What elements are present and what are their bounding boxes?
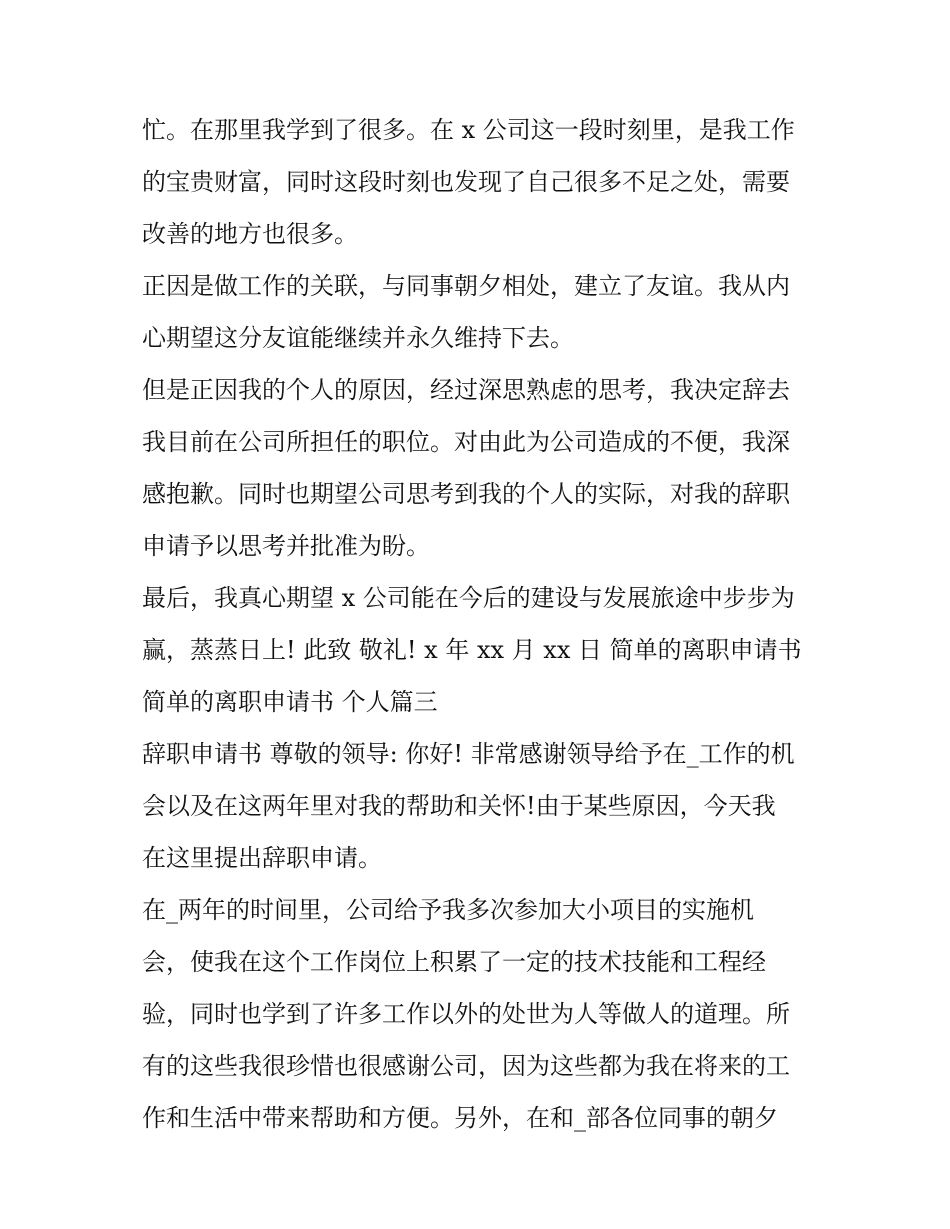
text-line: 感抱歉。同时也期望公司思考到我的个人的实际，对我的辞职: [142, 480, 790, 508]
text-line: 最后，我真心期望 x 公司能在今后的建设与发展旅途中步步为: [142, 584, 795, 612]
text-line: 在这里提出辞职申请。: [142, 844, 382, 872]
text-line: 改善的地方也很多。: [142, 220, 358, 248]
section-heading: 简单的离职申请书 个人篇三: [142, 688, 438, 716]
text-line: 在_两年的时间里，公司给予我多次参加大小项目的实施机: [142, 896, 754, 924]
text-line: 的宝贵财富，同时这段时刻也发现了自己很多不足之处，需要: [142, 168, 790, 196]
text-line: 赢，蒸蒸日上! 此致 敬礼! x 年 xx 月 xx 日 简单的离职申请书: [142, 636, 802, 664]
text-line: 作和生活中带来帮助和方便。另外，在和_部各位同事的朝夕: [142, 1104, 778, 1132]
text-line: 我目前在公司所担任的职位。对由此为公司造成的不便，我深: [142, 428, 790, 456]
text-line: 验，同时也学到了许多工作以外的处世为人等做人的道理。所: [142, 1000, 790, 1028]
text-line: 申请予以思考并批准为盼。: [142, 532, 430, 560]
text-line: 正因是做工作的关联，与同事朝夕相处，建立了友谊。我从内: [142, 272, 790, 300]
text-line: 会，使我在这个工作岗位上积累了一定的技术技能和工程经: [142, 948, 766, 976]
text-line: 忙。在那里我学到了很多。在 x 公司这一段时刻里，是我工作: [142, 116, 795, 144]
text-line: 辞职申请书 尊敬的领导: 你好! 非常感谢领导给予在_工作的机: [142, 740, 795, 768]
text-line: 但是正因我的个人的原因，经过深思熟虑的思考，我决定辞去: [142, 376, 790, 404]
text-line: 心期望这分友谊能继续并永久维持下去。: [142, 324, 574, 352]
text-line: 会以及在这两年里对我的帮助和关怀!由于某些原因，今天我: [142, 792, 776, 820]
text-line: 有的这些我很珍惜也很感谢公司，因为这些都为我在将来的工: [142, 1052, 790, 1080]
